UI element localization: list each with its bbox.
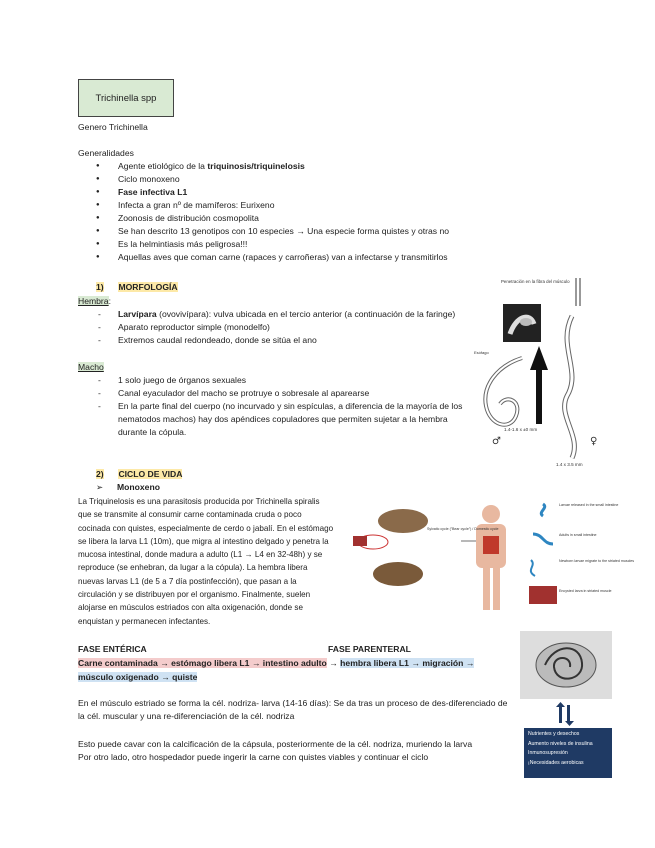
list-item: - Larvípara (ovovivípara): vulva ubicada en el tercio anterior (a continuación de la faringe) xyxy=(78,308,478,321)
list-item: - 1 solo juego de órganos sexuales xyxy=(78,374,470,387)
page-title: Trichinella spp xyxy=(95,92,157,104)
paragraph-nodriza: En el músculo estriado se forma la cél. nodriza- larva (14-16 días): Se da tras un proceso de des-diferenciado de la cél. muscular y una re-diferenciación de la cél. nodriza xyxy=(78,698,508,721)
macho-label: Macho xyxy=(78,362,104,372)
list-item: ● Fase infectiva L1 xyxy=(78,186,478,199)
hembra-section: Hembra: - Larvípara (ovovivípara): vulva ubicada en el tercio anterior (a continuación de la faringe) - Aparato reproductor simple (monodelfo) - Extremos caudal redondeado, donde se sitúa el ano xyxy=(78,295,478,347)
fases-flow: Carne contaminada → estómago libera L1 → intestino adulto → hembra libera L1 → migración → músculo oxigenado → quiste xyxy=(78,658,475,682)
ciclo-paragraph: La Triquinelosis es una parasitosis producida por Trichinella spiralis que se transmite al consumir carne contaminada cruda o poco cocinada con quistes, especialmente de cerdo o jabalí. En el estómago se libera la larva L1 (10m), que migra al intestino delgado y penetra la mucosa intestinal, donde madura a adulto (L1 → L4 en 32-48h) y se reproduce (se enhebran, da lugar a la cópula). La hembra libera nuevas larvas L1 (de 5 a 7 día postinfección), que pasan a la circulación y se distribuyen por el organismo. Finalmente, suelen alojarse en músculos estriados con alta oxigenación, donde se enquistan y permanecen infectantes. xyxy=(78,497,334,626)
cycle-label: Sylvatic cycle ("Bear cycle") / Domestic cycle xyxy=(427,527,499,531)
generalidades-heading: Generalidades xyxy=(78,148,134,158)
figure-top-label: Penetración en la fibra del músculo xyxy=(501,279,570,284)
hembra-label: Hembra xyxy=(78,296,109,306)
ciclo-sub: ➢ Monoxeno xyxy=(96,482,160,492)
list-item: ● Zoonosis de distribución cosmopolita xyxy=(78,212,478,225)
macho-section xyxy=(78,361,470,439)
cyst-info-box: Nutrientes y desechos Aumento niveles de insulina Inmunosupresión ¡Necesidades aerobicas xyxy=(524,728,612,778)
list-item: ● Se han descrito 13 genotipos con 10 especies → Una especie forma quistes y otras no xyxy=(78,225,478,238)
list-item: - Canal eyaculador del macho se protruye o sobresale al aparearse xyxy=(78,387,470,400)
fase-enterica-title: FASE ENTÉRICA xyxy=(78,644,147,654)
cycle-note-4: Encysted larva in striated muscle xyxy=(559,589,612,593)
cycle-note-2: Adults in small intestine xyxy=(559,533,597,537)
generalidades-section xyxy=(78,147,478,264)
list-item: - Aparato reproductor simple (monodelfo) xyxy=(78,321,478,334)
morphology-figure xyxy=(472,276,600,472)
title-box xyxy=(78,79,174,117)
double-arrow xyxy=(555,702,575,726)
cyst-image xyxy=(520,631,612,699)
list-item: - Extremos caudal redondeado, donde se sitúa el ano xyxy=(78,334,478,347)
list-item: ● Aquellas aves que coman carne (rapaces y carroñeras) van a infectarse y transmitirlos xyxy=(78,251,478,264)
morfologia-heading: 1) MORFOLOGÍA xyxy=(96,282,178,292)
list-item: - En la parte final del cuerpo (no incurvado y sin espículas, a diferencia de la mayoría de los nematodos machos) hay dos apéndices copuladores que permiten sujetar a la hembra durante la cópula. xyxy=(78,400,470,439)
worm-illustration xyxy=(472,276,600,472)
female-symbol: ♀ xyxy=(590,436,598,447)
list-item: ● Agente etiológico de la triquinosis/triquinelosis xyxy=(78,160,478,173)
cycle-note-1: Larvae released in the small intestine xyxy=(559,503,619,507)
cycle-note-3: Newborn larvae migrate to the striated muscles xyxy=(559,559,635,563)
list-item: ● Ciclo monoxeno xyxy=(78,173,478,186)
ciclo-heading: 2) CICLO DE VIDA xyxy=(96,469,183,479)
size-female: 1.4 x 3.5 mm xyxy=(556,462,583,467)
paragraph-calcificacion: Esto puede cavar con la calcificación de la cápsula, posteriormente de la cél. nodriza, muriendo la larva xyxy=(78,739,473,749)
size-male: 1.4-1.6 x ±0 mm xyxy=(504,427,538,432)
genus-line: Genero Trichinella xyxy=(78,122,148,132)
hembra-list xyxy=(78,308,478,347)
paragraph-otro-hospedador: Por otro lado, otro hospedador puede ingerir la carne con quistes viables y continuar el ciclo xyxy=(78,752,429,762)
list-item: ● Es la helmintiasis más peligrosa!!! xyxy=(78,238,478,251)
male-symbol: ♂ xyxy=(492,436,501,447)
figure-esophagus-label: Esófago xyxy=(474,350,489,355)
list-item: ● Infecta a gran nº de mamíferos: Eurixeno xyxy=(78,199,478,212)
fase-parenteral-title: FASE PARENTERAL xyxy=(328,644,411,654)
macho-list xyxy=(78,374,470,439)
life-cycle-figure xyxy=(343,496,635,616)
generalidades-list xyxy=(78,160,478,264)
